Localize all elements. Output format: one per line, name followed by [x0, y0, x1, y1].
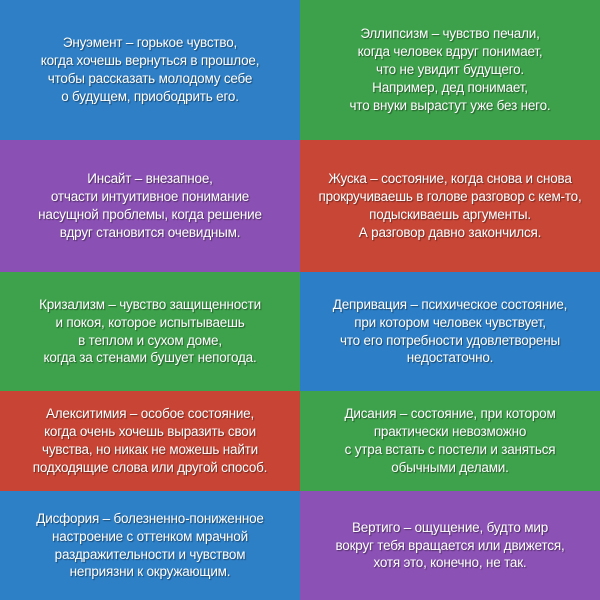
card-enuement	[0, 0, 300, 140]
card-ellipsism	[300, 0, 600, 140]
card-line: вокруг тебя вращается или движется,	[335, 537, 565, 553]
card-line: недостаточно.	[406, 350, 494, 366]
card-line: чтобы рассказать молодому себе	[47, 71, 253, 86]
card-line: чувства, но никак не можешь найти	[42, 442, 258, 457]
card-text	[306, 25, 594, 114]
card-dysania	[300, 391, 600, 491]
card-zhuska	[300, 140, 600, 272]
card-line: что его потребности удовлетворены	[340, 332, 560, 348]
card-line: Эллипсизм – чувство печали,	[360, 26, 540, 42]
card-line: практически невозможно	[373, 424, 527, 440]
card-line: Жуска – состояние, когда снова и снова	[328, 171, 572, 187]
card-line: хотя это, конечно, не так.	[373, 555, 527, 571]
card-deprivation	[300, 272, 600, 391]
card-line: Алекситимия – особое состояние,	[45, 406, 255, 422]
card-line: что не увидит будущего.	[376, 62, 524, 78]
card-line: раздражительности и чувством	[54, 546, 246, 562]
card-insight	[0, 140, 300, 272]
card-line: Энуэмент – горькое чувство,	[62, 35, 238, 51]
card-line: при котором человек чувствует,	[354, 314, 546, 330]
card-line: о будущем, приободрить его.	[61, 88, 239, 104]
card-line: Вертиго – ощущение, будто мир	[351, 519, 548, 535]
card-text	[6, 296, 294, 367]
card-line: Дисания – состояние, при котором	[344, 406, 556, 422]
card-line: Депривация – психическое состояние,	[332, 296, 568, 312]
card-line: прокручиваешь в голове разговор с кем-то,	[318, 189, 582, 205]
card-line: настроение с оттенком мрачной	[52, 528, 248, 544]
card-text	[306, 519, 594, 572]
card-line: вдруг становится очевидным.	[59, 224, 241, 240]
card-text	[306, 405, 594, 476]
card-line: с утра встать с постели и заняться	[344, 442, 556, 457]
card-text	[306, 296, 594, 367]
card-line: когда очень хочешь выразить свои	[44, 424, 256, 440]
card-text	[6, 510, 294, 581]
card-line: обычными делами.	[391, 459, 509, 475]
card-line: в теплом и сухом доме,	[78, 332, 222, 348]
card-line: Например, дед понимает,	[372, 79, 528, 95]
card-chrysalism	[0, 272, 300, 391]
card-line: когда за стенами бушует непогода.	[43, 350, 257, 366]
card-text	[6, 34, 294, 105]
card-line: подыскиваешь аргументы.	[369, 207, 531, 222]
card-vertigo	[300, 491, 600, 600]
card-alexithymia	[0, 391, 300, 491]
card-text	[6, 170, 294, 241]
card-line: когда хочешь вернуться в прошлое,	[40, 53, 260, 69]
card-line: неприязни к окружающим.	[69, 564, 231, 580]
card-line: Дисфория – болезненно-пониженное	[36, 510, 264, 526]
card-text	[6, 405, 294, 476]
card-line: отчасти интуитивное понимание	[50, 189, 250, 205]
card-line: Кризализм – чувство защищенности	[39, 296, 261, 312]
card-line: насущной проблемы, когда решение	[38, 207, 262, 222]
card-dysphoria	[0, 491, 300, 600]
card-text	[306, 170, 594, 241]
card-line: А разговор давно закончился.	[358, 224, 542, 240]
card-line: когда человек вдруг понимает,	[357, 44, 543, 60]
card-line: подходящие слова или другой способ.	[32, 459, 268, 475]
card-line: что внуки вырастут уже без него.	[349, 97, 551, 113]
card-line: и покоя, которое испытываешь	[55, 314, 245, 330]
card-line: Инсайт – внезапное,	[87, 171, 213, 187]
